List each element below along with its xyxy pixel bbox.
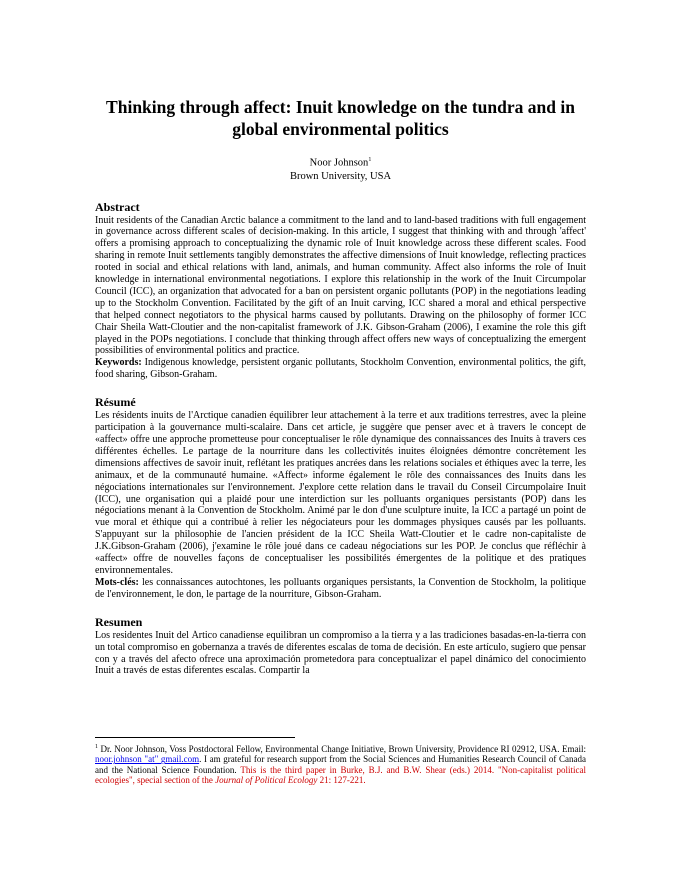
abstract-section <box>95 200 586 382</box>
abstract-heading: Abstract <box>95 199 140 214</box>
resume-body: Les résidents inuits de l'Arctique canadien équilibrer leur attachement à la terre et aux traditions terrestres, avec la pleine participation à la gouvernance multi-scalaire. Dans cet article, je suggère que penser avec et à travers le concept de «affect» offre une approche prometteuse pour conceptualiser le rôle dynamique des connaissances des Inuits à travers ces différentes échelles. Le partage de la nourriture dans les collectivités inuites éloignées démontre concrètement les dimensions affectives de savoir inuit, reflétant les pratiques ancrées dans les relations sociales et éthiques avec la terre, les animaux, et de la communauté humaine. «Affect» informe également le rôle des connaissances des Inuits dans les négociations internationales sur l'environnement. J'explore cette relation dans le travail du Conseil Circumpolaire Inuit (ICC), une organisation qui a plaidé pour une interdiction sur les polluants organiques persistants (POP) dans les négociations menant à la Convention de Stockholm. Animé par le don d'une sculpture inuite, la ICC a partagé un point de vue moral et éthique qui a contribué à relier les négociateurs pour les dommages physiques causés par les polluants. S'appuyant sur la philosophie de l'ancien président de la ICC Sheila Watt-Cloutier et le cadre non-capitaliste de J.K.Gibson-Graham (2006), j'examine le rôle joué dans ce cadeau négociations sur les POP. Je conclus que réfléchir à «affect» offre de nouvelles façons de conceptualiser les possibilités émergentes de la politique et des pratiques environnementales. <box>95 410 586 576</box>
author-line <box>95 154 586 170</box>
abstract-body: Inuit residents of the Canadian Arctic balance a commitment to the land and to land-based traditions with full engagement in governance across different scales of decision-making. In this article, I suggest that thinking with and through 'affect' offers a promising approach to conceptualizing the dynamic role of Inuit knowledge across these different scales. Food sharing in remote Inuit settlements tangibly demonstrates the affective dimensions of Inuit knowledge, reflecting practices rooted in social and ethical relations with land, animals, and human community. Affect also informs the role of Inuit knowledge in international environmental negotiations. I explore this relationship in the work of the Inuit Circumpolar Council (ICC), an organization that advocated for a ban on persistent organic pollutants (POP) in the negotiations leading up to the Stockholm Convention. Facilitated by the gift of an Inuit carving, ICC shared a moral and ethical perspective that helped connect negotiators to the physical harms caused by pollutants. Drawing on the philosophy of former ICC Chair Sheila Watt-Cloutier and the non-capitalist framework of J.K. Gibson-Graham (2006), I examine the role this gift played in the POPs negotiations. I conclude that thinking through affect offers new ways of conceptualizing the emergent possibilities of environmental politics and practice. <box>95 214 586 357</box>
paper-page <box>95 96 586 677</box>
author-name: Noor Johnson <box>309 157 369 169</box>
paper-title: Thinking through affect: Inuit knowledge on the tundra and in global environmental politics <box>106 97 575 139</box>
footnote-marker: 1 <box>95 744 98 750</box>
footnote-acknowledgement: . I am grateful for research support from the Social Sciences and Humanities Research Council of Canada and the National Science Foundation. <box>95 754 586 775</box>
email-link[interactable]: noor.johnson "at" gmail.com <box>95 754 200 765</box>
special-section-note: This is the third paper in Burke, B.J. and B.W. Shear (eds.) 2014. "Non-capitalist political ecologies", special section of the <box>95 764 586 785</box>
resume-keywords <box>95 577 586 601</box>
author-affiliation: Brown University, USA <box>289 170 392 182</box>
resume-heading: Résumé <box>95 395 136 410</box>
keywords-label: Keywords: <box>95 357 142 369</box>
resumen-body: Los residentes Inuit del Ártico canadiense equilibran un compromiso a la tierra y a las tradiciones basadas-en-la-tierra con un total compromiso en gobernanza a través de diferentes escalas de toma de decisión. En este artículo, sugiero que pensar con y a través del afecto ofrece una aproximación prometedora para conceptualizar el papel dinámico del conocimiento Inuit a través de estas diferentes escalas. Compartir la <box>95 629 586 677</box>
abstract-keywords <box>95 357 586 381</box>
resumen-heading: Resumen <box>95 614 143 629</box>
footnote-text: Dr. Noor Johnson, Voss Postdoctoral Fellow, Environmental Change Initiative, Brown University, Providence RI 02912, USA. Email: <box>100 744 587 754</box>
keywords-text: Indigenous knowledge, persistent organic pollutants, Stockholm Convention, environmental politics, the gift, food sharing, Gibson-Graham. <box>95 357 586 381</box>
resumen-section <box>95 615 586 677</box>
footnote <box>95 742 586 785</box>
journal-pages: 21: 127-221. <box>319 774 366 785</box>
mots-cles-label: Mots-clés: <box>95 576 139 588</box>
footnote-ref[interactable]: 1 <box>368 157 372 163</box>
footnote-divider <box>95 737 295 738</box>
resume-section <box>95 395 586 601</box>
journal-name: Journal of Political Ecology <box>215 774 318 785</box>
mots-cles-text: les connaissances autochtones, les polluants organiques persistants, la Convention de Stockholm, la politique de l'environnement, le don, le partage de la nourriture, Gibson-Graham. <box>95 576 586 600</box>
